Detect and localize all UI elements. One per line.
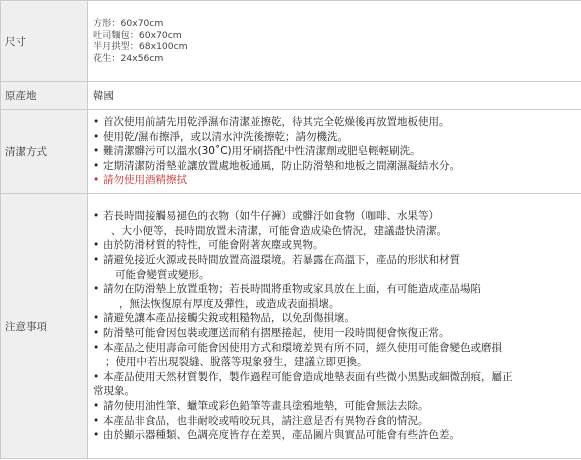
note-item-continuation: 、大小便等，長時間放置未清潔，可能會造成染色情況，建議盡快清潔。 — [111, 224, 447, 237]
note-item-continuation: ；使用中若出現裂縫、脫落等現象發生，建議立即更換。 — [105, 356, 368, 369]
origin-label: 原產地 — [1, 82, 88, 110]
cleaning-item: •首次使用前請先用乾淨濕布清潔並擦乾，待其完全乾燥後再放置地板使用。 — [93, 115, 579, 130]
note-item: •請勿在防滑墊上放置重物；若長時間將重物或家具放在上面，有可能造成產品場陷 — [93, 282, 579, 297]
note-item: •本產品之使用壽命可能會因使用方式和環境差異有所不同，經久使用可能會變色或磨損 — [93, 341, 579, 356]
cleaning-item: •使用乾/濕布擦淨，或以清水沖洗後擦乾；請勿機洗。 — [93, 130, 579, 145]
size-values — [88, 1, 581, 82]
cleaning-label: 清潔方式 — [1, 110, 88, 194]
size-square: 方形：60x70cm — [93, 18, 164, 29]
size-peanut: 花生：24x56cm — [93, 52, 164, 64]
notes-label: 注意事項 — [1, 194, 88, 459]
size-half-moon: 半月拱型：68x100cm — [93, 41, 188, 52]
origin-value: 韓國 — [88, 82, 581, 110]
notes-list — [88, 194, 581, 459]
cleaning-item: •難清潔髒污可以溫水(30˚C)用牙刷搭配中性清潔劑或肥皂輕輕刷洗。 — [93, 144, 579, 159]
note-item: •若長時間接觸易褪色的衣物（如牛仔褲）或髒汙如食物（咖啡、水果等） — [93, 209, 579, 224]
size-row — [1, 1, 581, 82]
size-label: 尺寸 — [1, 1, 88, 82]
size-toast: 吐司麵包：60x70cm — [93, 29, 182, 41]
note-item: •請避免接近火源或長時間放置高溫環境。若暴露在高溫下，產品的形狀和材質 — [93, 253, 579, 268]
note-item-continuation: 可能會變質或變形。 — [115, 268, 210, 281]
note-item: •由於防滑材質的特性，可能會附著灰塵或異物。 — [93, 238, 579, 253]
note-item: •防滑墊可能會因包裝或運送而稍有摺壓捲起，使用一段時間便會恢復正常。 — [93, 326, 579, 341]
note-item: •由於顯示器種類、色調亮度皆存在差異，產品圖片與實品可能會有些許色差。 — [93, 428, 579, 443]
cleaning-row — [1, 110, 581, 194]
notes-row — [1, 194, 581, 459]
note-item-continuation: 常現象。 — [93, 385, 135, 398]
cleaning-instructions — [88, 110, 581, 194]
note-item: •請勿使用油性筆、蠟筆或彩色鉛筆等畫具塗鴉地墊，可能會無法去除。 — [93, 399, 579, 414]
note-item: •請避免讓本產品接觸尖銳或粗糙物品，以免刮傷損壞。 — [93, 311, 579, 326]
note-item: •本產品非食品，也非耐咬或啃咬玩具，請注意是否有異物吞食的情況。 — [93, 414, 579, 429]
origin-row — [1, 82, 581, 110]
note-item-continuation: ，無法恢復原有厚度及彈性，或造成表面損壞。 — [119, 297, 340, 310]
cleaning-item: •定期清潔防滑墊並讓放置處地板通風，防止防滑墊和地板之間潮濕凝結水分。 — [93, 159, 579, 174]
note-item: •本產品使用天然材質製作，製作過程可能會造成地墊表面有些微小黑點或細微刮痕，屬正 — [93, 370, 579, 385]
cleaning-warning: •請勿使用酒精擦拭 — [93, 173, 579, 188]
